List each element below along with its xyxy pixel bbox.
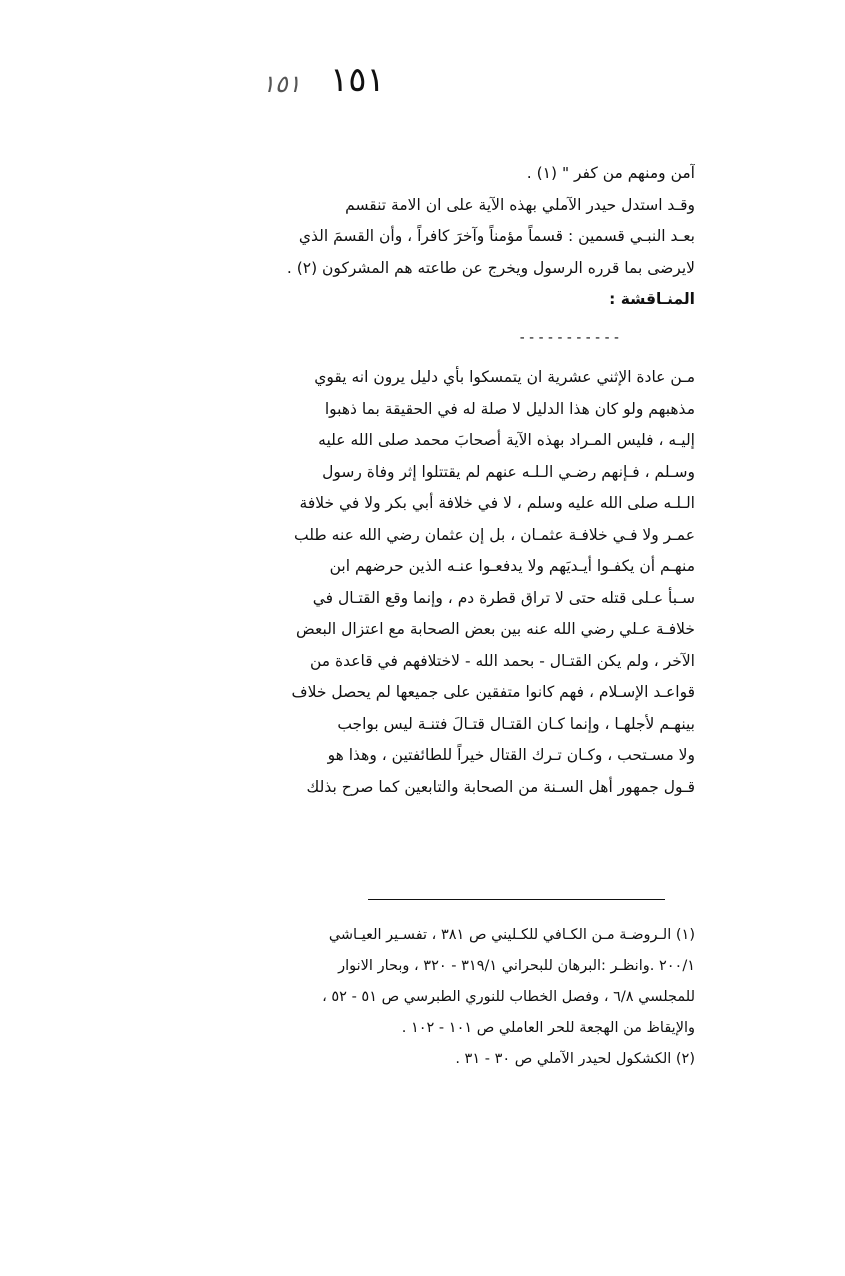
- text-line: خلافـة عـلي رضي الله عنه بين بعض الصحابة مع اعتزال البعض: [296, 620, 695, 638]
- text-line: مـن عادة الإثني عشرية ان يتمسكوا بأي دليل يرون انه يقوي: [314, 368, 695, 386]
- footnote-line: (٢) الكشكول لحيدر الآملي ص ٣٠ - ٣١ .: [455, 1051, 695, 1067]
- text-line: آمن ومنهم من كفر " (١) .: [526, 164, 695, 182]
- text-line: قواعـد الإسـلام ، فهم كانوا متفقين على جميعها لم يحصل خلاف: [291, 683, 695, 701]
- text-line: إليـه ، فليس المـراد بهذه الآية أصحابَ محمد صلى الله عليه: [318, 431, 695, 449]
- text-line: الآخر ، ولم يكن القتـال - بحمد الله - لاختلافهم في قاعدة من: [309, 651, 695, 670]
- text-line: بعـد النبـي قسمين : قسماً مؤمناً وآخرَ كافراً ، وأن القسمَ الذي: [298, 227, 695, 245]
- footnote-line: والإيقاظ من الهجعة للحر العاملي ص ١٠١ - ١٠٢ .: [401, 1020, 695, 1036]
- footnote-line: (١) الـروضـة مـن الكـافي للكـليني ص ٣٨١ ، تفسـير العيـاشي: [328, 927, 695, 943]
- intro-paragraph: [60, 158, 695, 316]
- text-line: قـول جمهور أهل السـنة من الصحابة والتابعين كما صرح بذلك: [306, 777, 695, 796]
- footnote-separator: [368, 899, 665, 900]
- text-line: مذهبهم ولو كان هذا الدليل لا صلة له في الحقيقة بما ذهبوا: [324, 399, 695, 418]
- footnotes: [80, 920, 695, 1075]
- text-line: منهـم أن يكفـوا أيـديَهم ولا يدفعـوا عنـه الذين حرضهم ابن: [329, 557, 695, 575]
- text-line: لايرضى بما قرره الرسول ويخرج عن طاعته هم المشركون (٢) .: [286, 258, 695, 277]
- text-line: ولا مسـتحب ، وكـان تـرك القتال خيراً للطائفتين ، وهذا هو: [327, 746, 695, 764]
- text-line: وسـلم ، فـإنهم رضـي الـلـه عنهم لم يقتتلوا إثر وفاة رسول: [322, 462, 695, 481]
- text-line: عمـر ولا فـي خلافـة عثمـان ، بل إن عثمان رضي الله عنه طلب: [294, 525, 695, 544]
- main-paragraph: [60, 362, 695, 803]
- section-heading: المنـاقشة :: [609, 290, 695, 308]
- text-line: سـبأ عـلى قتله حتى لا تراق قطرة دم ، وإنما وقع القتـال في: [312, 588, 695, 607]
- text-line: الـلـه صلى الله عليه وسلم ، لا في خلافة أبي بكر ولا في خلافة: [299, 494, 695, 512]
- text-line: بينهـم لأجلهـا ، وإنما كـان القتـال قتـالَ فتنـة ليس بواجب: [337, 714, 695, 733]
- page-number: ١٥١: [330, 60, 385, 100]
- text-line: وقـد استدل حيدر الآملي بهذه الآية على ان الامة تنقسم: [345, 195, 695, 214]
- heading-underline: -----------: [518, 330, 622, 346]
- page-number-handwritten: ١٥١: [262, 70, 301, 98]
- footnote-line: للمجلسي ٦/٨ ، وفصل الخطاب للنوري الطبرسي ص ٥١ - ٥٢ ،: [322, 989, 695, 1005]
- footnote-line: ٢٠٠/١ .وانظـر :البرهان للبحراني ٣١٩/١ - ٣٢٠ ، وبحار الانوار: [338, 958, 695, 974]
